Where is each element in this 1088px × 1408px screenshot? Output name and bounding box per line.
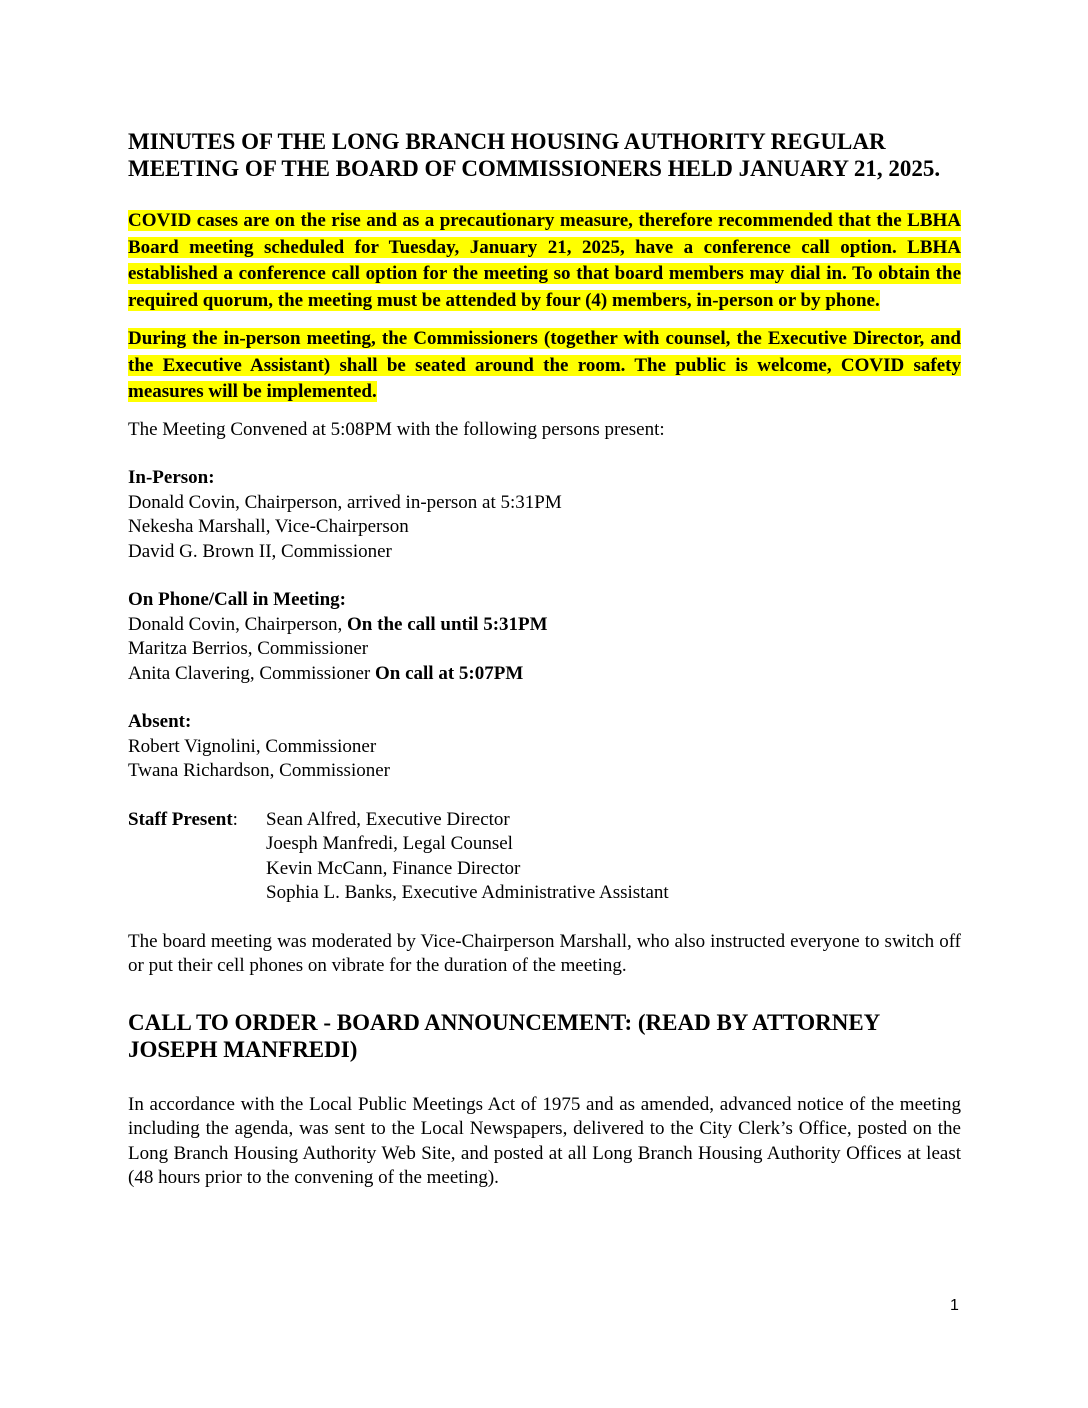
staff-present-section [128, 808, 961, 906]
meeting-convened-line: The Meeting Convened at 5:08PM with the following persons present: [128, 418, 665, 440]
attendee-line [128, 613, 961, 638]
public-notice-paragraph: In accordance with the Local Public Meetings Act of 1975 and as amended, advanced notice of the meeting including the agenda, was sent to the Local Newspapers, delivered to the City Clerk’s Office, posted on the Long Branch Housing Authority Web Site, and posted at all Long Branch Housing Authority Offices at least (48 hours prior to the convening of the meeting). [128, 1093, 961, 1188]
staff-label-colon: : [232, 808, 238, 830]
covid-notice-paragraph [128, 208, 961, 314]
document-title: MINUTES OF THE LONG BRANCH HOUSING AUTHORITY REGULAR MEETING OF THE BOARD OF COMMISSIONERS HELD JANUARY 21, 2025. [128, 129, 941, 181]
call-to-order-heading: CALL TO ORDER - BOARD ANNOUNCEMENT: (READ BY ATTORNEY JOSEPH MANFREDI) [128, 1009, 880, 1062]
seating-notice-paragraph [128, 326, 961, 406]
staff-member: Sophia L. Banks, Executive Administrative Assistant [266, 882, 669, 903]
on-phone-heading: On Phone/Call in Meeting: [128, 589, 346, 610]
on-phone-section [128, 588, 961, 686]
attendee-line: David G. Brown II, Commissioner [128, 540, 392, 562]
staff-member: Joesph Manfredi, Legal Counsel [266, 833, 513, 854]
page-number: 1 [950, 1297, 959, 1314]
in-person-section [128, 466, 961, 564]
covid-notice-text: COVID cases are on the rise and as a precautionary measure, therefore recommended that the LBHA Board meeting scheduled for Tuesday, January 21, 2025, have a conference call option. LBHA established a conference call option for the meeting so that board members may dial in. To obtain the required quorum, the meeting must be attended by four (4) members, in-person or by phone. [128, 210, 961, 311]
attendee-line: Donald Covin, Chairperson, arrived in-person at 5:31PM [128, 491, 562, 513]
absent-heading: Absent: [128, 711, 192, 732]
attendee-name: Anita Clavering, Commissioner [128, 662, 375, 684]
attendee-line [128, 662, 961, 687]
staff-present-label [128, 808, 266, 906]
staff-member: Kevin McCann, Finance Director [266, 857, 521, 879]
staff-member: Sean Alfred, Executive Director [266, 808, 510, 830]
moderation-paragraph: The board meeting was moderated by Vice-Chairperson Marshall, who also instructed everyone to switch off or put their cell phones on vibrate for the duration of the meeting. [128, 930, 961, 976]
in-person-heading: In-Person: [128, 467, 215, 488]
seating-notice-text: During the in-person meeting, the Commissioners (together with counsel, the Executive Director, and the Executive Assistant) shall be seated around the room. The public is welcome, COVID safety measures will be implemented. [128, 328, 961, 402]
absent-line: Robert Vignolini, Commissioner [128, 735, 377, 757]
attendee-note: On call at 5:07PM [374, 662, 524, 684]
document-page [128, 128, 961, 1191]
absent-line: Twana Richardson, Commissioner [128, 760, 390, 781]
staff-label-text: Staff Present [128, 808, 233, 830]
attendee-name: Donald Covin, Chairperson, [128, 613, 348, 635]
staff-list [266, 808, 961, 906]
attendee-note: On the call until 5:31PM [347, 613, 548, 635]
absent-section [128, 710, 961, 784]
attendee-line: Maritza Berrios, Commissioner [128, 638, 369, 659]
attendee-line: Nekesha Marshall, Vice-Chairperson [128, 516, 409, 537]
